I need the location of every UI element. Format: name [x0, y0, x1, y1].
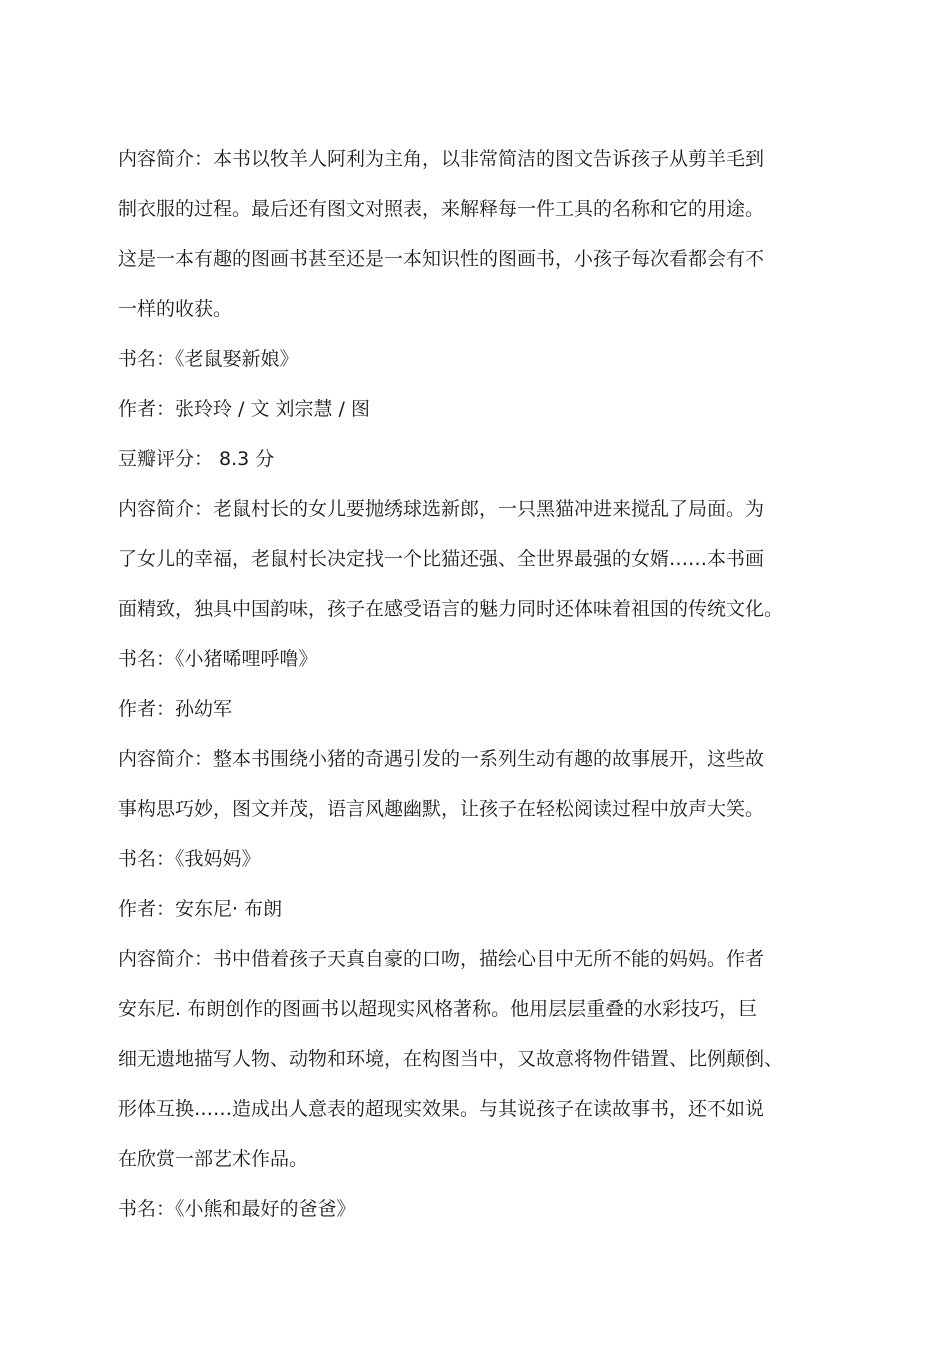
text-line: 这是一本有趣的图画书甚至还是一本知识性的图画书，小孩子每次看都会有不: [118, 248, 765, 270]
text-line: 在欣赏一部艺术作品。: [118, 1148, 309, 1170]
text-line: 形体互换……造成出人意表的超现实效果。与其说孩子在读故事书，还不如说: [118, 1098, 765, 1120]
text-line: 细无遗地描写人物、动物和环境，在构图当中，又故意将物件错置、比例颠倒、: [118, 1048, 784, 1070]
text-line: 安东尼. 布朗创作的图画书以超现实风格著称。他用层层重叠的水彩技巧，巨: [118, 998, 758, 1020]
text-line: 内容简介：老鼠村长的女儿要抛绣球选新郎，一只黑猫冲进来搅乱了局面。为: [118, 498, 765, 520]
author-line: 作者：张玲玲 / 文 刘宗慧 / 图: [118, 398, 371, 420]
book-title-line: 书名：《小熊和最好的爸爸》: [118, 1198, 356, 1220]
text-line: 面精致，独具中国韵味，孩子在感受语言的魅力同时还体味着祖国的传统文化。: [118, 598, 784, 620]
book-title-line: 书名：《我妈妈》: [118, 848, 261, 870]
document-body: [118, 134, 818, 1234]
author-line: 作者：安东尼· 布朗: [118, 898, 283, 920]
text-line: 内容简介：书中借着孩子天真自豪的口吻，描绘心目中无所不能的妈妈。作者: [118, 948, 765, 970]
book-title-line: 书名：《老鼠娶新娘》: [118, 348, 299, 370]
text-line: 内容简介：整本书围绕小猪的奇遇引发的一系列生动有趣的故事展开，这些故: [118, 748, 765, 770]
text-line: 事构思巧妙，图文并茂，语言风趣幽默，让孩子在轻松阅读过程中放声大笑。: [118, 798, 765, 820]
book-title-line: 书名：《小猪唏哩呼噜》: [118, 648, 318, 670]
rating-line: 豆瓣评分： 8.3 分: [118, 448, 275, 470]
text-line: 一样的收获。: [118, 298, 233, 320]
text-line: 制衣服的过程。最后还有图文对照表，来解释每一件工具的名称和它的用途。: [118, 198, 765, 220]
text-line: 内容简介：本书以牧羊人阿利为主角，以非常简洁的图文告诉孩子从剪羊毛到: [118, 148, 765, 170]
text-line: 了女儿的幸福，老鼠村长决定找一个比猫还强、全世界最强的女婿……本书画: [118, 548, 765, 570]
author-line: 作者：孙幼军: [118, 698, 233, 720]
